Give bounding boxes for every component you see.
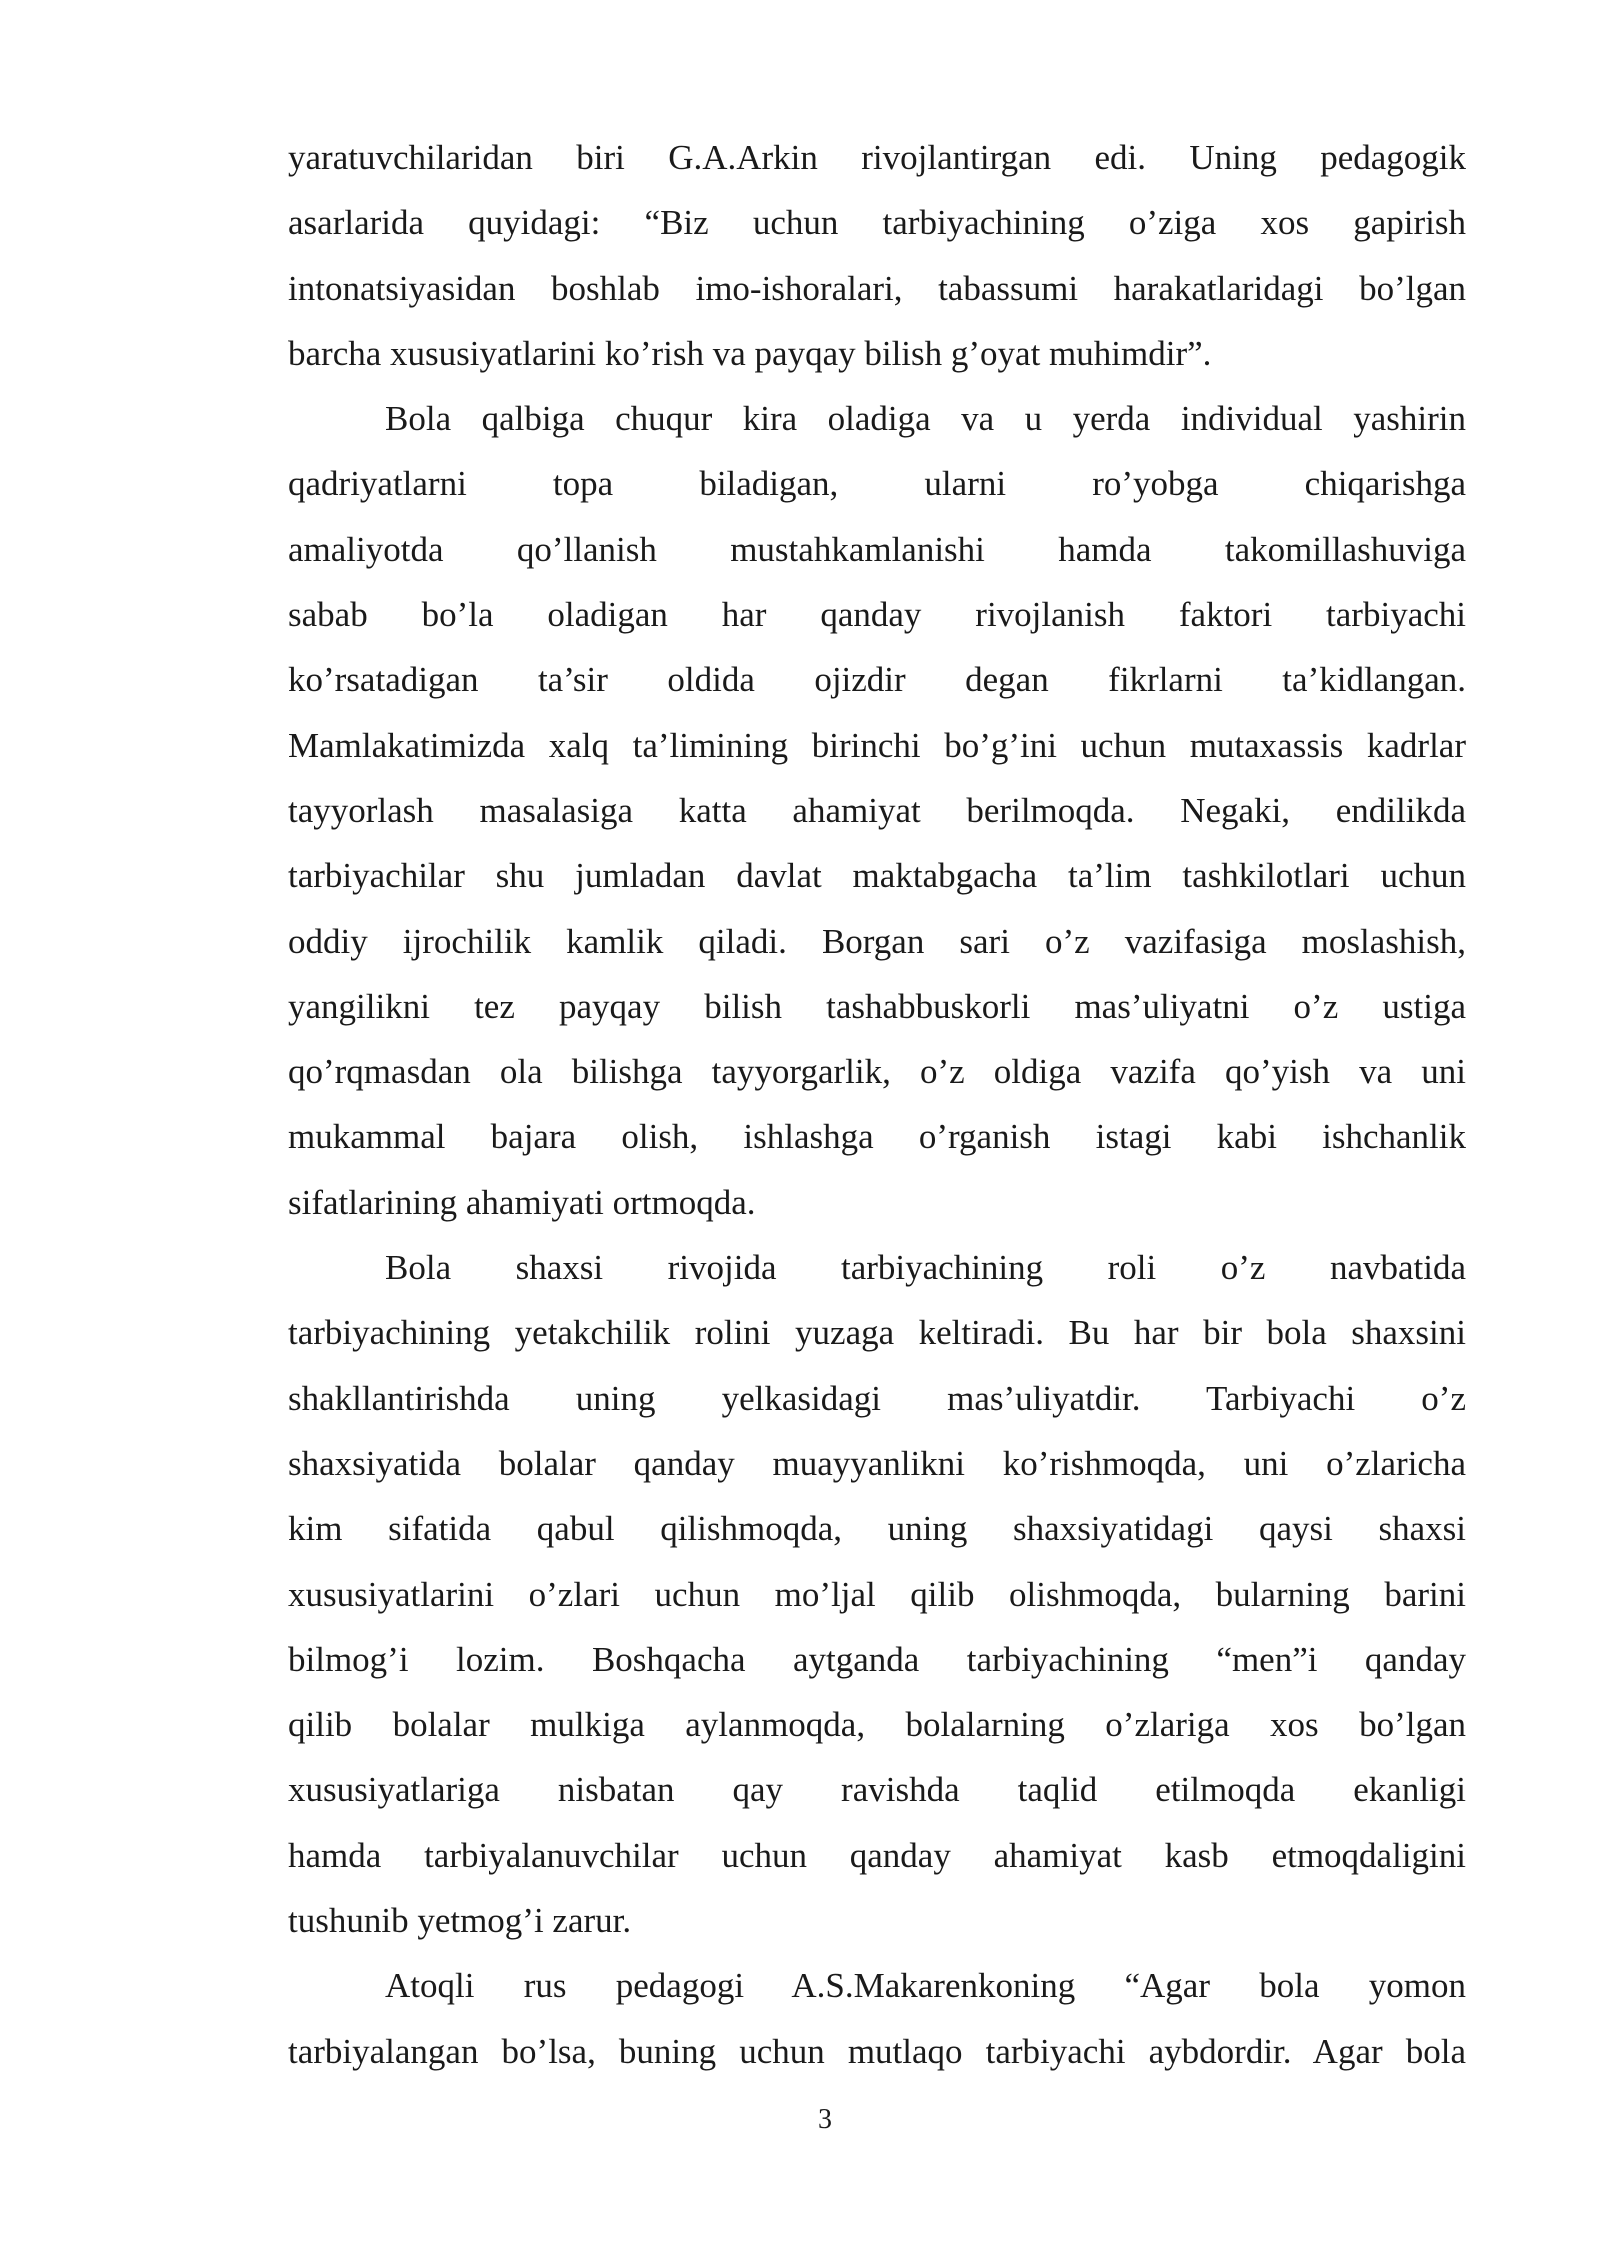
text-line-19: tarbiyachining yetakchilik rolini yuzaga keltiradi. Bu har bir bola shaxsini xyxy=(288,1313,1466,1353)
text-line-29: Atoqli rus pedagogi A.S.Makarenkoning “Agar bola yomon xyxy=(385,1966,1466,2006)
text-line-23: xususiyatlarini o’zlari uchun mo’ljal qilib olishmoqda, bularning barini xyxy=(288,1574,1466,1614)
text-line-26: xususiyatlariga nisbatan qay ravishda taqlid etilmoqda ekanligi xyxy=(288,1770,1466,1810)
text-line-13: oddiy ijrochilik kamlik qiladi. Borgan sari o’z vazifasiga moslashish, xyxy=(288,921,1466,961)
text-line-10: Mamlakatimizda xalq ta’limining birinchi bo’g’ini uchun mutaxassis kadrlar xyxy=(288,725,1466,765)
text-line-27: hamda tarbiyalanuvchilar uchun qanday ahamiyat kasb etmoqdaligini xyxy=(288,1835,1466,1875)
text-line-6: qadriyatlarni topa biladigan, ularni ro’yobga chiqarishga xyxy=(288,464,1466,504)
text-line-24: bilmog’i lozim. Boshqacha aytganda tarbiyachining “men”i qanday xyxy=(288,1639,1466,1679)
text-line-25: qilib bolalar mulkiga aylanmoqda, bolalarning o’zlariga xos bo’lgan xyxy=(288,1705,1466,1745)
text-line-7: amaliyotda qo’llanish mustahkamlanishi hamda takomillashuviga xyxy=(288,529,1466,569)
text-line-4: barcha xususiyatlarini ko’rish va payqay bilish g’oyat muhimdir”. xyxy=(288,333,1212,373)
page-number: 3 xyxy=(818,2104,832,2135)
text-line-1: yaratuvchilaridan biri G.A.Arkin rivojlantirgan edi. Uning pedagogik xyxy=(288,138,1466,177)
text-line-12: tarbiyachilar shu jumladan davlat maktabgacha ta’lim tashkilotlari uchun xyxy=(288,856,1466,896)
text-line-15: qo’rqmasdan ola bilishga tayyorgarlik, o’z oldiga vazifa qo’yish va uni xyxy=(288,1052,1466,1092)
text-line-18: Bola shaxsi rivojida tarbiyachining roli o’z navbatida xyxy=(385,1248,1466,1288)
text-line-11: tayyorlash masalasiga katta ahamiyat berilmoqda. Negaki, endilikda xyxy=(288,790,1466,830)
text-line-21: shaxsiyatida bolalar qanday muayyanlikni ko’rishmoqda, uni o’zlaricha xyxy=(288,1443,1466,1483)
text-line-5: Bola qalbiga chuqur kira oladiga va u yerda individual yashirin xyxy=(385,399,1466,439)
text-line-8: sabab bo’la oladigan har qanday rivojlanish faktori tarbiyachi xyxy=(288,595,1466,635)
text-line-22: kim sifatida qabul qilishmoqda, uning shaxsiyatidagi qaysi shaxsi xyxy=(288,1509,1466,1549)
text-line-30: tarbiyalangan bo’lsa, buning uchun mutlaqo tarbiyachi aybdordir. Agar bola xyxy=(288,2031,1466,2071)
text-line-14: yangilikni tez payqay bilish tashabbuskorli mas’uliyatni o’z ustiga xyxy=(288,986,1466,1026)
text-line-3: intonatsiyasidan boshlab imo-ishoralari, tabassumi harakatlaridagi bo’lgan xyxy=(288,268,1466,308)
body-text xyxy=(288,125,1466,2084)
text-line-9: ko’rsatadigan ta’sir oldida ojizdir degan fikrlarni ta’kidlangan. xyxy=(288,660,1466,700)
text-line-16: mukammal bajara olish, ishlashga o’rganish istagi kabi ishchanlik xyxy=(288,1117,1466,1157)
text-line-28: tushunib yetmog’i zarur. xyxy=(288,1901,632,1941)
text-line-2: asarlarida quyidagi: “Biz uchun tarbiyachining o’ziga xos gapirish xyxy=(288,203,1466,243)
text-line-17: sifatlarining ahamiyati ortmoqda. xyxy=(288,1182,756,1222)
text-line-20: shakllantirishda uning yelkasidagi mas’uliyatdir. Tarbiyachi o’z xyxy=(288,1378,1466,1418)
